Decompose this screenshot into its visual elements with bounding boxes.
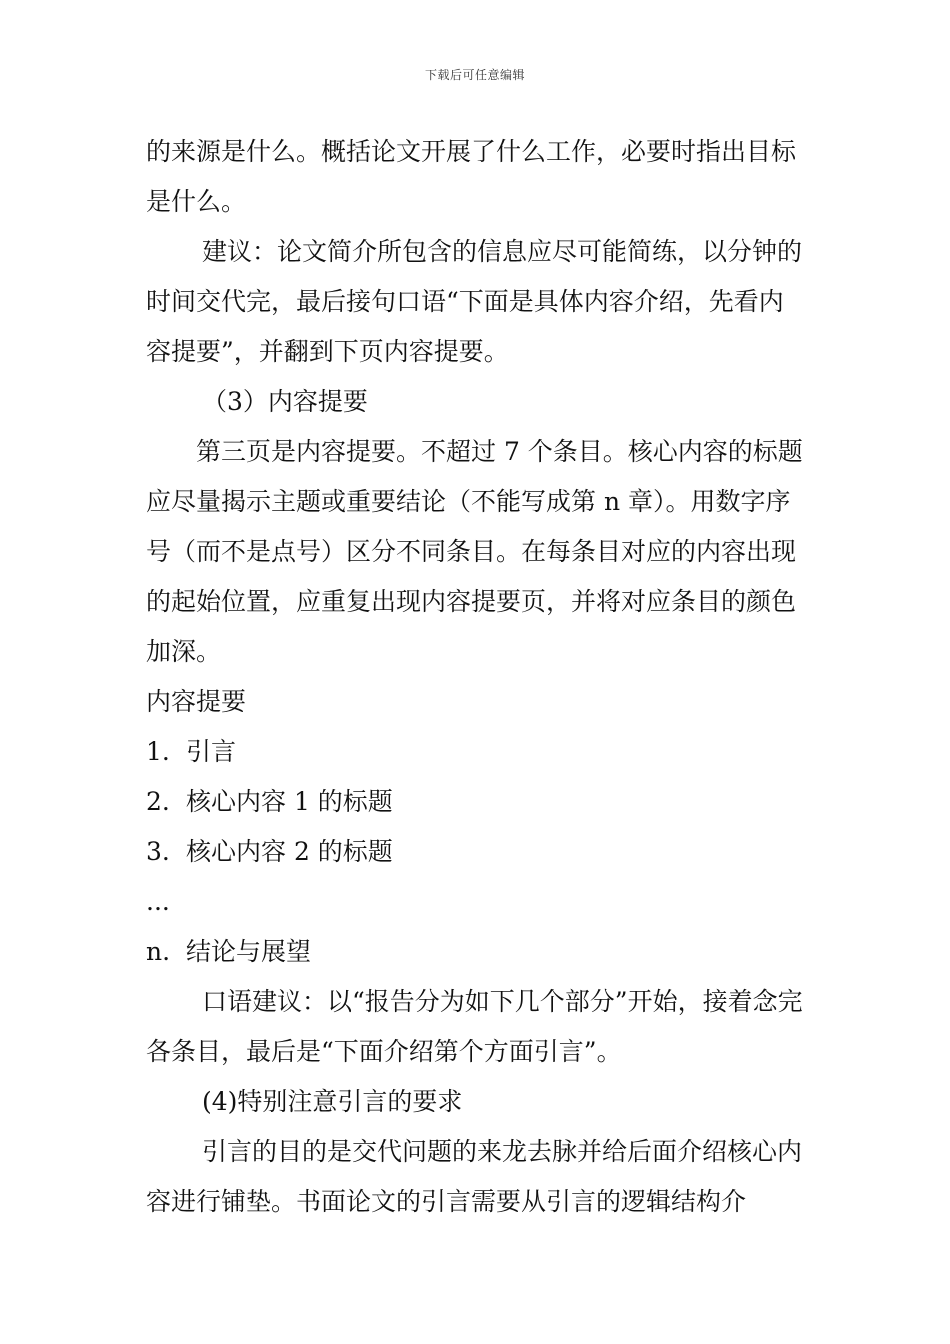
list-item-number: 2. xyxy=(146,787,170,816)
list-item xyxy=(146,927,808,977)
section-heading-introduction: (4)特别注意引言的要求 xyxy=(202,1087,463,1116)
page-header: 下载后可任意编辑 xyxy=(424,68,525,82)
list-item-number: ... xyxy=(146,887,170,916)
section-heading-summary: （3）内容提要 xyxy=(202,387,368,416)
list-item-number: 3. xyxy=(146,837,170,866)
paragraph-oral-suggestion: 口语建议：以“报告分为如下几个部分”开始，接着念完各条目，最后是“下面介绍第个方面引言”。 xyxy=(146,987,803,1066)
paragraph-introduction: 引言的目的是交代问题的来龙去脉并给后面介绍核心内容进行铺垫。书面论文的引言需要从引言的逻辑结构介 xyxy=(146,1137,803,1216)
list-item-ellipsis xyxy=(146,877,808,927)
list-item xyxy=(146,727,808,777)
list-item xyxy=(146,777,808,827)
list-item-number: 1. xyxy=(146,737,170,766)
summary-title: 内容提要 xyxy=(146,687,247,716)
list-item-text: 引言 xyxy=(186,737,237,766)
list-item-text: 核心内容 1 的标题 xyxy=(186,787,393,816)
paragraph-summary-description: 第三页是内容提要。不超过 7 个条目。核心内容的标题应尽量揭示主题或重要结论（不能写成第 n 章）。用数字序号（而不是点号）区分不同条目。在每条目对应的内容出现的起始位置，应重复出现内容提要页，并将对应条目的颜色加深。 xyxy=(146,437,803,666)
list-item-text: 结论与展望 xyxy=(186,937,312,966)
list-item-number: n. xyxy=(146,937,171,966)
paragraph-source: 的来源是什么。概括论文开展了什么工作，必要时指出目标是什么。 xyxy=(146,137,797,216)
document-body xyxy=(146,127,808,1227)
paragraph-suggestion: 建议：论文简介所包含的信息应尽可能简练，以分钟的时间交代完，最后接句口语“下面是具体内容介绍，先看内容提要”，并翻到下页内容提要。 xyxy=(146,237,803,366)
list-item xyxy=(146,827,808,877)
list-item-text: 核心内容 2 的标题 xyxy=(186,837,393,866)
